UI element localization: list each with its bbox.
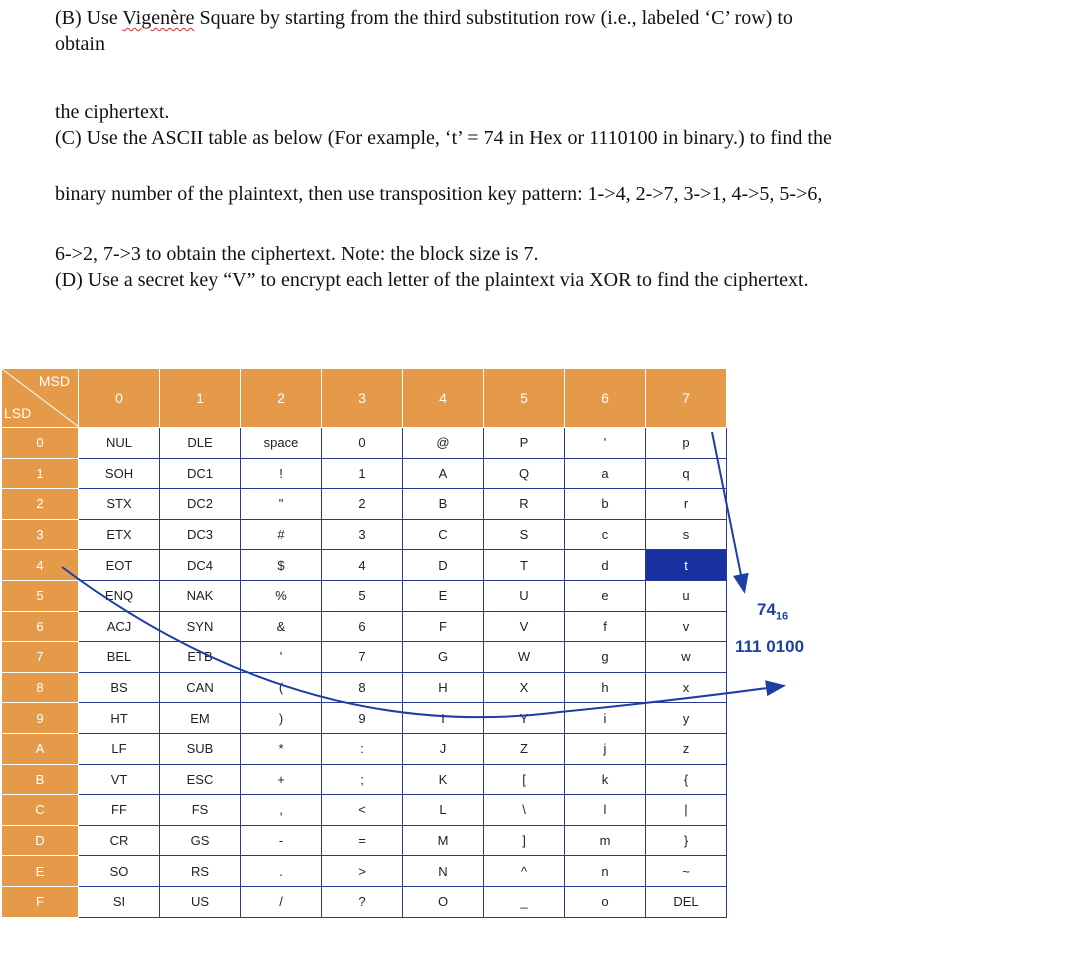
ascii-cell: < bbox=[322, 795, 403, 826]
msd-column-header: 4 bbox=[403, 369, 484, 428]
ascii-cell: K bbox=[403, 764, 484, 795]
ascii-cell: a bbox=[565, 458, 646, 489]
ascii-cell: L bbox=[403, 795, 484, 826]
ascii-cell: DC2 bbox=[160, 489, 241, 520]
ascii-cell: LF bbox=[79, 733, 160, 764]
ascii-cell: Z bbox=[484, 733, 565, 764]
lsd-row-header: D bbox=[2, 825, 79, 856]
ascii-cell: 3 bbox=[322, 519, 403, 550]
ascii-table bbox=[1, 368, 727, 918]
ascii-cell: - bbox=[241, 825, 322, 856]
ascii-cell: } bbox=[646, 825, 727, 856]
msd-column-header: 5 bbox=[484, 369, 565, 428]
ascii-cell: ETB bbox=[160, 642, 241, 673]
ascii-cell: / bbox=[241, 886, 322, 917]
option-b-line-2: obtain bbox=[55, 33, 105, 55]
ascii-cell: " bbox=[241, 489, 322, 520]
ascii-cell: DEL bbox=[646, 886, 727, 917]
ascii-cell: y bbox=[646, 703, 727, 734]
table-row bbox=[2, 825, 727, 856]
ascii-cell: STX bbox=[79, 489, 160, 520]
option-c-line-1: (C) Use the ASCII table as below (For example, ‘t’ = 74 in Hex or 1110100 in binary.) to find the bbox=[55, 127, 832, 149]
ascii-cell: p bbox=[646, 428, 727, 459]
ascii-cell: | bbox=[646, 795, 727, 826]
ascii-cell: z bbox=[646, 733, 727, 764]
ascii-cell: ! bbox=[241, 458, 322, 489]
ascii-cell: EOT bbox=[79, 550, 160, 581]
ascii-cell: C bbox=[403, 519, 484, 550]
ascii-cell: 1 bbox=[322, 458, 403, 489]
ascii-cell: SUB bbox=[160, 733, 241, 764]
ascii-cell: S bbox=[484, 519, 565, 550]
table-row bbox=[2, 703, 727, 734]
ascii-cell: ETX bbox=[79, 519, 160, 550]
ascii-cell: VT bbox=[79, 764, 160, 795]
ascii-cell: ~ bbox=[646, 856, 727, 887]
ascii-cell: { bbox=[646, 764, 727, 795]
ascii-cell: D bbox=[403, 550, 484, 581]
ascii-cell: r bbox=[646, 489, 727, 520]
ascii-cell: H bbox=[403, 672, 484, 703]
ascii-cell: c bbox=[565, 519, 646, 550]
option-b-rest: Square by starting from the third substitution row (i.e., labeled ‘C’ row) to bbox=[194, 7, 793, 29]
ascii-cell: SYN bbox=[160, 611, 241, 642]
ascii-cell: * bbox=[241, 733, 322, 764]
table-row bbox=[2, 764, 727, 795]
ascii-table-body bbox=[2, 428, 727, 918]
ascii-cell: > bbox=[322, 856, 403, 887]
ascii-cell: b bbox=[565, 489, 646, 520]
ascii-cell: Y bbox=[484, 703, 565, 734]
ascii-header-row bbox=[2, 369, 727, 428]
table-row bbox=[2, 611, 727, 642]
ascii-cell: % bbox=[241, 580, 322, 611]
ascii-cell: m bbox=[565, 825, 646, 856]
ascii-cell: + bbox=[241, 764, 322, 795]
ascii-cell: BS bbox=[79, 672, 160, 703]
ascii-cell: x bbox=[646, 672, 727, 703]
lsd-row-header: 1 bbox=[2, 458, 79, 489]
ascii-cell: \ bbox=[484, 795, 565, 826]
ascii-cell: k bbox=[565, 764, 646, 795]
ascii-cell: US bbox=[160, 886, 241, 917]
ascii-cell: N bbox=[403, 856, 484, 887]
ascii-cell: space bbox=[241, 428, 322, 459]
ascii-cell: CR bbox=[79, 825, 160, 856]
ascii-cell: w bbox=[646, 642, 727, 673]
lsd-row-header: 7 bbox=[2, 642, 79, 673]
table-row bbox=[2, 795, 727, 826]
ascii-cell: DLE bbox=[160, 428, 241, 459]
ascii-cell: I bbox=[403, 703, 484, 734]
ascii-cell: DC4 bbox=[160, 550, 241, 581]
lsd-row-header: 0 bbox=[2, 428, 79, 459]
msd-lsd-corner bbox=[2, 369, 79, 428]
ascii-cell: ^ bbox=[484, 856, 565, 887]
table-row bbox=[2, 886, 727, 917]
option-b-line-3: the ciphertext. bbox=[55, 101, 170, 123]
lsd-row-header: C bbox=[2, 795, 79, 826]
ascii-cell: # bbox=[241, 519, 322, 550]
lsd-row-header: 8 bbox=[2, 672, 79, 703]
ascii-cell: $ bbox=[241, 550, 322, 581]
ascii-cell: u bbox=[646, 580, 727, 611]
table-row bbox=[2, 733, 727, 764]
ascii-cell: [ bbox=[484, 764, 565, 795]
msd-column-header: 6 bbox=[565, 369, 646, 428]
msd-column-header: 3 bbox=[322, 369, 403, 428]
ascii-cell: BEL bbox=[79, 642, 160, 673]
ascii-cell: O bbox=[403, 886, 484, 917]
ascii-cell: ( bbox=[241, 672, 322, 703]
ascii-cell: T bbox=[484, 550, 565, 581]
option-b-line-1 bbox=[55, 6, 793, 30]
table-row bbox=[2, 642, 727, 673]
msd-label: MSD bbox=[38, 373, 70, 389]
ascii-cell: h bbox=[565, 672, 646, 703]
ascii-cell: NUL bbox=[79, 428, 160, 459]
ascii-cell: CAN bbox=[160, 672, 241, 703]
lsd-row-header: 5 bbox=[2, 580, 79, 611]
ascii-cell: _ bbox=[484, 886, 565, 917]
ascii-cell: f bbox=[565, 611, 646, 642]
hex-value: 74 bbox=[757, 600, 776, 619]
ascii-cell: P bbox=[484, 428, 565, 459]
ascii-cell: . bbox=[241, 856, 322, 887]
ascii-cell: ; bbox=[322, 764, 403, 795]
option-d-line-1: (D) Use a secret key “V” to encrypt each letter of the plaintext via XOR to find the ciphertext. bbox=[55, 269, 809, 291]
table-row bbox=[2, 550, 727, 581]
ascii-cell: B bbox=[403, 489, 484, 520]
option-c-line-2: binary number of the plaintext, then use transposition key pattern: 1->4, 2->7, 3->1, 4->5, 5->6, bbox=[55, 183, 823, 205]
ascii-cell: F bbox=[403, 611, 484, 642]
ascii-cell: i bbox=[565, 703, 646, 734]
ascii-cell: HT bbox=[79, 703, 160, 734]
ascii-cell: s bbox=[646, 519, 727, 550]
ascii-cell: & bbox=[241, 611, 322, 642]
msd-column-header: 7 bbox=[646, 369, 727, 428]
ascii-cell: o bbox=[565, 886, 646, 917]
ascii-cell: j bbox=[565, 733, 646, 764]
ascii-cell: U bbox=[484, 580, 565, 611]
ascii-cell: ACJ bbox=[79, 611, 160, 642]
table-row bbox=[2, 580, 727, 611]
ascii-cell: v bbox=[646, 611, 727, 642]
ascii-cell: : bbox=[322, 733, 403, 764]
ascii-cell: E bbox=[403, 580, 484, 611]
ascii-cell: SOH bbox=[79, 458, 160, 489]
ascii-cell: ESC bbox=[160, 764, 241, 795]
ascii-cell: 2 bbox=[322, 489, 403, 520]
ascii-cell: 7 bbox=[322, 642, 403, 673]
vigenere-word: Vigenère bbox=[122, 7, 195, 29]
ascii-cell: 6 bbox=[322, 611, 403, 642]
lsd-row-header: 3 bbox=[2, 519, 79, 550]
hex-value-annotation bbox=[757, 600, 788, 622]
ascii-cell: d bbox=[565, 550, 646, 581]
msd-column-header: 1 bbox=[160, 369, 241, 428]
ascii-cell: e bbox=[565, 580, 646, 611]
ascii-cell: g bbox=[565, 642, 646, 673]
ascii-cell: 8 bbox=[322, 672, 403, 703]
ascii-cell: J bbox=[403, 733, 484, 764]
option-c-line-3: 6->2, 7->3 to obtain the ciphertext. Note: the block size is 7. bbox=[55, 243, 539, 265]
binary-annotation: 111 0100 bbox=[735, 637, 805, 656]
ascii-cell: 4 bbox=[322, 550, 403, 581]
ascii-cell: SI bbox=[79, 886, 160, 917]
ascii-cell: @ bbox=[403, 428, 484, 459]
lsd-row-header: 9 bbox=[2, 703, 79, 734]
lsd-row-header: A bbox=[2, 733, 79, 764]
ascii-cell: t bbox=[646, 550, 727, 581]
ascii-cell: V bbox=[484, 611, 565, 642]
ascii-cell: GS bbox=[160, 825, 241, 856]
lsd-row-header: 6 bbox=[2, 611, 79, 642]
msd-column-header: 2 bbox=[241, 369, 322, 428]
lsd-row-header: B bbox=[2, 764, 79, 795]
ascii-cell: NAK bbox=[160, 580, 241, 611]
ascii-cell: q bbox=[646, 458, 727, 489]
lsd-row-header: F bbox=[2, 886, 79, 917]
ascii-cell: G bbox=[403, 642, 484, 673]
table-row bbox=[2, 856, 727, 887]
ascii-cell: 9 bbox=[322, 703, 403, 734]
ascii-cell: M bbox=[403, 825, 484, 856]
lsd-row-header: 2 bbox=[2, 489, 79, 520]
ascii-cell: X bbox=[484, 672, 565, 703]
lsd-row-header: 4 bbox=[2, 550, 79, 581]
table-row bbox=[2, 672, 727, 703]
ascii-cell: DC3 bbox=[160, 519, 241, 550]
ascii-cell: Q bbox=[484, 458, 565, 489]
lsd-row-header: E bbox=[2, 856, 79, 887]
table-row bbox=[2, 428, 727, 459]
ascii-cell: 0 bbox=[322, 428, 403, 459]
ascii-cell: = bbox=[322, 825, 403, 856]
ascii-cell: ENQ bbox=[79, 580, 160, 611]
ascii-cell: ' bbox=[565, 428, 646, 459]
ascii-cell: R bbox=[484, 489, 565, 520]
msd-column-header: 0 bbox=[79, 369, 160, 428]
ascii-cell: RS bbox=[160, 856, 241, 887]
ascii-cell: FF bbox=[79, 795, 160, 826]
option-b-prefix: (B) Use bbox=[55, 7, 123, 29]
ascii-cell: DC1 bbox=[160, 458, 241, 489]
ascii-cell: l bbox=[565, 795, 646, 826]
ascii-cell: ' bbox=[241, 642, 322, 673]
hex-base: 16 bbox=[775, 610, 789, 623]
lsd-label: LSD bbox=[4, 405, 32, 421]
ascii-cell: FS bbox=[160, 795, 241, 826]
ascii-cell: n bbox=[565, 856, 646, 887]
table-row bbox=[2, 519, 727, 550]
table-row bbox=[2, 489, 727, 520]
ascii-cell: W bbox=[484, 642, 565, 673]
ascii-cell: ] bbox=[484, 825, 565, 856]
ascii-cell: EM bbox=[160, 703, 241, 734]
ascii-cell: A bbox=[403, 458, 484, 489]
ascii-cell: ? bbox=[322, 886, 403, 917]
ascii-cell: SO bbox=[79, 856, 160, 887]
table-row bbox=[2, 458, 727, 489]
ascii-cell: 5 bbox=[322, 580, 403, 611]
ascii-cell: ) bbox=[241, 703, 322, 734]
ascii-cell: , bbox=[241, 795, 322, 826]
